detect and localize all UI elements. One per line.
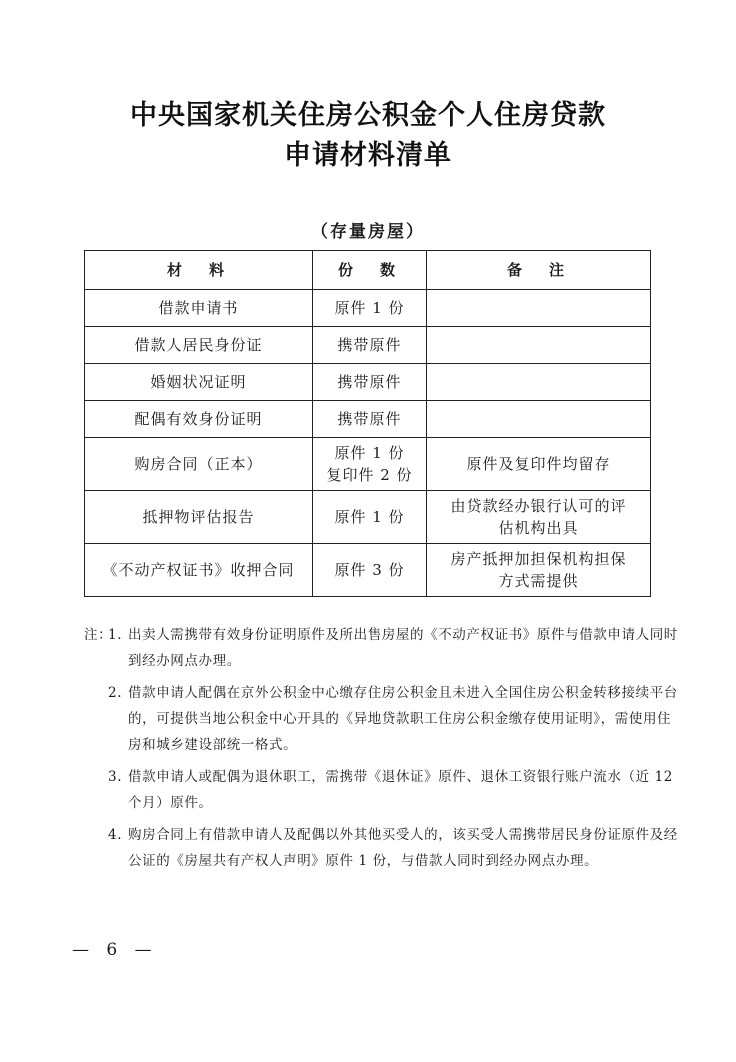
table-row [85, 327, 651, 364]
table-row [85, 364, 651, 401]
page-number: — 6 — [72, 940, 158, 960]
note-number: 4. [108, 827, 123, 843]
remark-line: 方式需提供 [498, 572, 579, 590]
header-material: 材 料 [85, 251, 313, 290]
cell-material: 《不动产权证书》收押合同 [85, 544, 313, 597]
notes-prefix: 注： [84, 627, 113, 643]
note-text: 购房合同上有借款申请人及配偶以外其他买受人的，该买受人需携带居民身份证原件及经公证的《房屋共有产权人声明》原件 1 份，与借款人同时到经办网点办理。 [128, 827, 678, 869]
note-item [84, 822, 684, 874]
cell-remark [427, 401, 651, 438]
copies-line: 原件 3 份 [334, 561, 405, 579]
note-text: 借款申请人配偶在京外公积金中心缴存住房公积金且未进入全国住房公积金转移接续平台的，可提供当地公积金中心开具的《异地贷款职工住房公积金缴存使用证明》，需使用住房和城乡建设部统一格式。 [128, 685, 678, 753]
note-item [84, 622, 684, 674]
cell-copies [313, 438, 427, 491]
cell-material: 借款人居民身份证 [85, 327, 313, 364]
remark-line: 估机构出具 [498, 519, 579, 537]
copies-line: 携带原件 [337, 410, 402, 428]
document-subtitle: （存量房屋） [311, 222, 425, 242]
copies-line: 复印件 2 份 [326, 466, 413, 484]
title-line-2: 申请材料清单 [284, 140, 452, 171]
notes-section [84, 622, 684, 880]
cell-material: 婚姻状况证明 [85, 364, 313, 401]
cell-remark [427, 327, 651, 364]
cell-remark [427, 544, 651, 597]
remark-line: 房产抵押加担保机构担保 [450, 550, 627, 568]
copies-line: 携带原件 [337, 373, 402, 391]
note-number: 1. [108, 627, 123, 643]
note-text: 出卖人需携带有效身份证明原件及所出售房屋的《不动产权证书》原件与借款申请人同时到经办网点办理。 [128, 627, 678, 669]
title-line-1: 中央国家机关住房公积金个人住房贷款 [130, 100, 606, 131]
note-item [84, 764, 684, 816]
note-number: 3. [108, 769, 123, 785]
cell-copies [313, 327, 427, 364]
cell-remark [427, 491, 651, 544]
cell-material: 购房合同（正本） [85, 438, 313, 491]
copies-line: 原件 1 份 [334, 299, 405, 317]
note-item [84, 680, 684, 758]
table-row [85, 438, 651, 491]
cell-remark [427, 364, 651, 401]
remark-line: 原件及复印件均留存 [466, 455, 611, 473]
table-row [85, 491, 651, 544]
remark-line: 由贷款经办银行认可的评 [450, 497, 627, 515]
cell-copies [313, 364, 427, 401]
materials-table [84, 250, 651, 597]
copies-line: 原件 1 份 [334, 508, 405, 526]
cell-copies [313, 401, 427, 438]
table-row [85, 290, 651, 327]
cell-copies [313, 290, 427, 327]
copies-line: 携带原件 [337, 336, 402, 354]
cell-remark [427, 438, 651, 491]
document-title [0, 96, 736, 176]
cell-copies [313, 491, 427, 544]
cell-material: 借款申请书 [85, 290, 313, 327]
table-row [85, 544, 651, 597]
cell-material: 配偶有效身份证明 [85, 401, 313, 438]
copies-line: 原件 1 份 [334, 444, 405, 462]
note-text: 借款申请人或配偶为退休职工，需携带《退休证》原件、退休工资银行账户流水（近 12 个月）原件。 [128, 769, 673, 811]
note-number: 2. [108, 685, 123, 701]
header-copies: 份 数 [313, 251, 427, 290]
table-header-row [85, 251, 651, 290]
cell-copies [313, 544, 427, 597]
cell-material: 抵押物评估报告 [85, 491, 313, 544]
table-row [85, 401, 651, 438]
header-remark: 备 注 [427, 251, 651, 290]
cell-remark [427, 290, 651, 327]
